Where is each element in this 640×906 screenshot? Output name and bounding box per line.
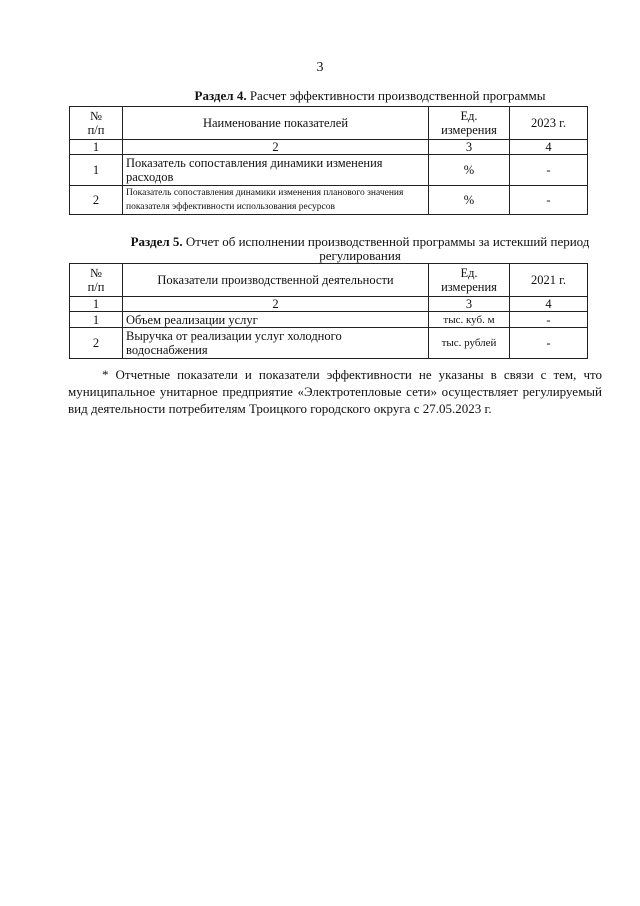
value-cell: - <box>510 155 588 186</box>
unit-cell: тыс. рублей <box>429 328 510 359</box>
section-5-label: Раздел 5. <box>130 234 183 249</box>
footnote: * Отчетные показатели и показатели эффективности не указаны в связи с тем, что муниципальное унитарное предприятие «Электротепловые сети» осуществляет регулируемый вид деятельности потребителям Троицкого городского округа с 27.05.2023 г. <box>68 367 602 416</box>
column-index: 2 <box>123 297 429 312</box>
section-4-label: Раздел 4. <box>194 88 247 103</box>
table-row <box>70 328 588 359</box>
header-unit: Ед. измерения <box>429 107 510 140</box>
column-index: 3 <box>429 140 510 155</box>
column-index: 4 <box>510 297 588 312</box>
header-number: № п/п <box>70 264 123 297</box>
column-index-row <box>70 140 588 155</box>
section-5-title-text: Отчет об исполнении производственной программы за истекший период регулирования <box>185 234 590 263</box>
table-row <box>70 186 588 215</box>
column-index: 1 <box>70 140 123 155</box>
section-5-title <box>100 235 620 263</box>
row-number: 1 <box>70 312 123 328</box>
section-4-title <box>100 89 640 103</box>
table-header-row <box>70 264 588 297</box>
row-number: 1 <box>70 155 123 186</box>
table-row <box>70 312 588 328</box>
indicator-name: Объем реализации услуг <box>123 312 429 328</box>
indicator-name: Показатель сопоставления динамики изменения планового значения показателя эффективности использования ресурсов <box>123 186 429 215</box>
row-number: 2 <box>70 186 123 215</box>
value-cell: - <box>510 328 588 359</box>
row-number: 2 <box>70 328 123 359</box>
unit-cell: тыс. куб. м <box>429 312 510 328</box>
section-4-title-text: Расчет эффективности производственной программы <box>249 88 546 103</box>
indicator-name: Показатель сопоставления динамики изменения расходов <box>123 155 429 186</box>
value-cell: - <box>510 186 588 215</box>
header-year: 2023 г. <box>510 107 588 140</box>
section-4-table <box>69 106 588 215</box>
table-row <box>70 155 588 186</box>
column-index-row <box>70 297 588 312</box>
unit-cell: % <box>429 186 510 215</box>
column-index: 3 <box>429 297 510 312</box>
header-number: № п/п <box>70 107 123 140</box>
indicator-name: Выручка от реализации услуг холодного водоснабжения <box>123 328 429 359</box>
column-index: 1 <box>70 297 123 312</box>
unit-cell: % <box>429 155 510 186</box>
table-header-row <box>70 107 588 140</box>
column-index: 2 <box>123 140 429 155</box>
header-unit: Ед. измерения <box>429 264 510 297</box>
value-cell: - <box>510 312 588 328</box>
header-year: 2021 г. <box>510 264 588 297</box>
header-indicator-name: Наименование показателей <box>123 107 429 140</box>
page-number: 3 <box>316 60 324 75</box>
column-index: 4 <box>510 140 588 155</box>
header-indicator-name: Показатели производственной деятельности <box>123 264 429 297</box>
section-5-table <box>69 263 588 359</box>
